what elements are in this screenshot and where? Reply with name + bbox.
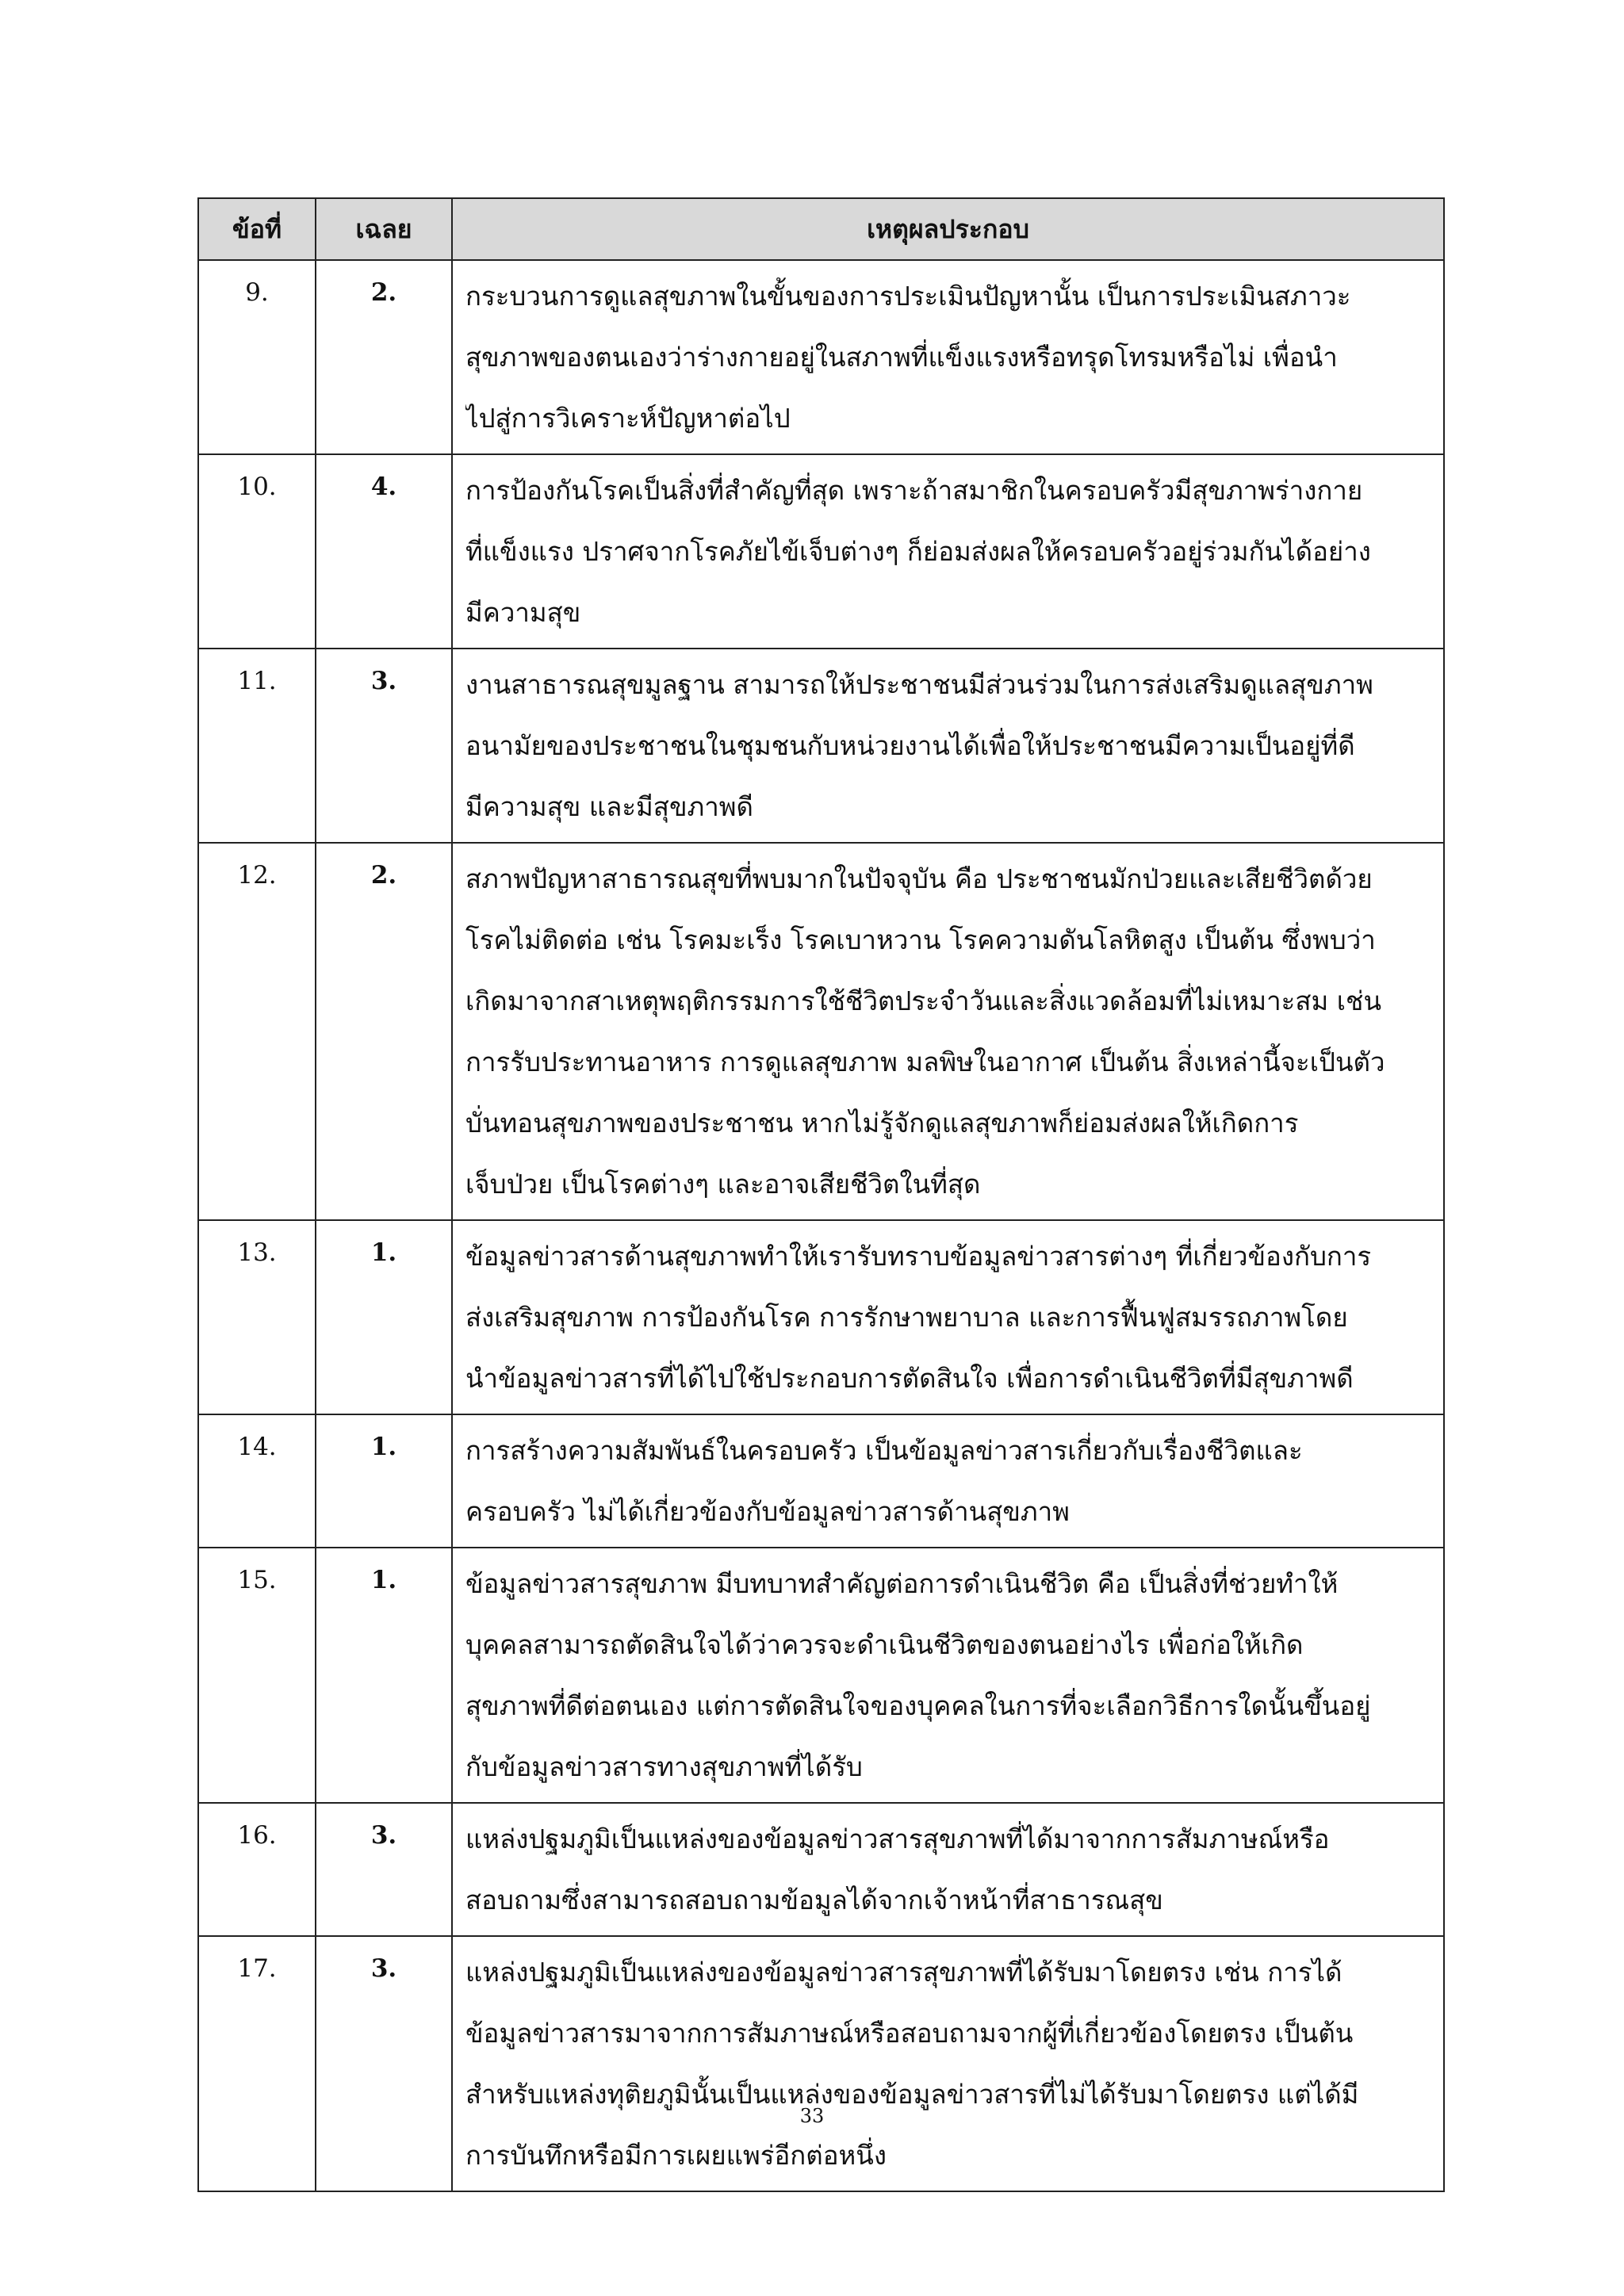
reason-line: กับข้อมูลข่าวสารทางสุขภาพที่ได้รับ	[465, 1751, 863, 1782]
question-number: 13.	[198, 1220, 316, 1414]
reason-line: เจ็บป่วย เป็นโรคต่างๆ และอาจเสียชีวิตในที่สุด	[465, 1169, 981, 1200]
table-row	[198, 1936, 1444, 2191]
answer-choice: 1.	[316, 1414, 452, 1548]
reason-line: สำหรับแหล่งทุติยภูมินั้นเป็นแหล่งของข้อมูลข่าวสารที่ไม่ได้รับมาโดยตรง แต่ได้มี	[465, 2079, 1359, 2110]
reason-line: นำข้อมูลข่าวสารที่ได้ไปใช้ประกอบการตัดสินใจ เพื่อการดำเนินชีวิตที่มีสุขภาพดี	[465, 1363, 1354, 1394]
header-reason: เหตุผลประกอบ	[452, 198, 1444, 260]
reason-line: สภาพปัญหาสาธารณสุขที่พบมากในปัจจุบัน คือ ประชาชนมักป่วยและเสียชีวิตด้วย	[465, 863, 1373, 894]
page-number: 33	[799, 2105, 825, 2127]
reason-cell	[452, 1548, 1444, 1803]
answer-choice: 2.	[316, 843, 452, 1220]
reason-line: ข้อมูลข่าวสารมาจากการสัมภาษณ์หรือสอบถามจากผู้ที่เกี่ยวข้องโดยตรง เป็นต้น	[465, 2018, 1354, 2049]
reason-cell	[452, 649, 1444, 843]
answer-key-table	[197, 197, 1445, 2192]
reason-line: ที่แข็งแรง ปราศจากโรคภัยไข้เจ็บต่างๆ ก็ย่อมส่งผลให้ครอบครัวอยู่ร่วมกันได้อย่าง	[465, 536, 1371, 567]
table-row	[198, 843, 1444, 1220]
reason-line: การป้องกันโรคเป็นสิ่งที่สำคัญที่สุด เพราะถ้าสมาชิกในครอบครัวมีสุขภาพร่างกาย	[465, 475, 1363, 506]
reason-line: งานสาธารณสุขมูลฐาน สามารถให้ประชาชนมีส่วนร่วมในการส่งเสริมดูแลสุขภาพ	[465, 669, 1373, 700]
reason-line: แหล่งปฐมภูมิเป็นแหล่งของข้อมูลข่าวสารสุขภาพที่ได้มาจากการสัมภาษณ์หรือ	[465, 1823, 1330, 1854]
question-number: 10.	[198, 454, 316, 649]
answer-choice: 3.	[316, 649, 452, 843]
question-number: 11.	[198, 649, 316, 843]
question-number: 12.	[198, 843, 316, 1220]
reason-cell	[452, 454, 1444, 649]
reason-line: แหล่งปฐมภูมิเป็นแหล่งของข้อมูลข่าวสารสุขภาพที่ได้รับมาโดยตรง เช่น การได้	[465, 1957, 1342, 1988]
reason-line: มีความสุข และมีสุขภาพดี	[465, 791, 753, 822]
reason-line: อนามัยของประชาชนในชุมชนกับหน่วยงานได้เพื่อให้ประชาชนมีความเป็นอยู่ที่ดี	[465, 730, 1355, 761]
reason-line: การรับประทานอาหาร การดูแลสุขภาพ มลพิษในอากาศ เป็นต้น สิ่งเหล่านี้จะเป็นตัว	[465, 1047, 1385, 1077]
question-number: 17.	[198, 1936, 316, 2191]
reason-cell	[452, 1803, 1444, 1936]
reason-line: สุขภาพที่ดีต่อตนเอง แต่การตัดสินใจของบุคคลในการที่จะเลือกวิธีการใดนั้นขึ้นอยู่	[465, 1690, 1371, 1721]
table-row	[198, 1220, 1444, 1414]
reason-line: ข้อมูลข่าวสารด้านสุขภาพทำให้เรารับทราบข้อมูลข่าวสารต่างๆ ที่เกี่ยวข้องกับการ	[465, 1241, 1372, 1272]
reason-line: กระบวนการดูแลสุขภาพในขั้นของการประเมินปัญหานั้น เป็นการประเมินสภาวะ	[465, 281, 1351, 312]
reason-cell	[452, 1220, 1444, 1414]
answer-choice: 3.	[316, 1936, 452, 2191]
reason-line: การสร้างความสัมพันธ์ในครอบครัว เป็นข้อมูลข่าวสารเกี่ยวกับเรื่องชีวิตและ	[465, 1435, 1303, 1466]
reason-line: ส่งเสริมสุขภาพ การป้องกันโรค การรักษาพยาบาล และการฟื้นฟูสมรรถภาพโดย	[465, 1302, 1348, 1333]
reason-line: สอบถามซึ่งสามารถสอบถามข้อมูลได้จากเจ้าหน้าที่สาธารณสุข	[465, 1885, 1163, 1915]
header-answer: เฉลย	[316, 198, 452, 260]
reason-line: บั่นทอนสุขภาพของประชาชน หากไม่รู้จักดูแลสุขภาพก็ย่อมส่งผลให้เกิดการ	[465, 1108, 1299, 1138]
question-number: 9.	[198, 260, 316, 454]
reason-cell	[452, 843, 1444, 1220]
reason-cell	[452, 1936, 1444, 2191]
question-number: 16.	[198, 1803, 316, 1936]
answer-choice: 4.	[316, 454, 452, 649]
reason-line: โรคไม่ติดต่อ เช่น โรคมะเร็ง โรคเบาหวาน โรคความดันโลหิตสูง เป็นต้น ซึ่งพบว่า	[465, 924, 1376, 955]
question-number: 14.	[198, 1414, 316, 1548]
table-row	[198, 1548, 1444, 1803]
reason-line: มีความสุข	[465, 597, 581, 628]
reason-line: ข้อมูลข่าวสารสุขภาพ มีบทบาทสำคัญต่อการดำเนินชีวิต คือ เป็นสิ่งที่ช่วยทำให้	[465, 1568, 1339, 1599]
reason-line: บุคคลสามารถตัดสินใจได้ว่าควรจะดำเนินชีวิตของตนอย่างไร เพื่อก่อให้เกิด	[465, 1629, 1304, 1660]
reason-cell	[452, 1414, 1444, 1548]
table-body	[198, 260, 1444, 2191]
reason-line: เกิดมาจากสาเหตุพฤติกรรมการใช้ชีวิตประจำวันและสิ่งแวดล้อมที่ไม่เหมาะสม เช่น	[465, 985, 1382, 1016]
table-header-row	[198, 198, 1444, 260]
table-row	[198, 1414, 1444, 1548]
table-row	[198, 1803, 1444, 1936]
table-row	[198, 260, 1444, 454]
header-question-number: ข้อที่	[198, 198, 316, 260]
answer-choice: 3.	[316, 1803, 452, 1936]
answer-choice: 1.	[316, 1220, 452, 1414]
reason-line: สุขภาพของตนเองว่าร่างกายอยู่ในสภาพที่แข็งแรงหรือทรุดโทรมหรือไม่ เพื่อนำ	[465, 342, 1338, 373]
reason-line: ครอบครัว ไม่ได้เกี่ยวข้องกับข้อมูลข่าวสารด้านสุขภาพ	[465, 1496, 1070, 1527]
table-row	[198, 454, 1444, 649]
answer-choice: 1.	[316, 1548, 452, 1803]
reason-line: การบันทึกหรือมีการเผยแพร่อีกต่อหนึ่ง	[465, 2140, 887, 2171]
reason-line: ไปสู่การวิเคราะห์ปัญหาต่อไป	[465, 403, 791, 434]
question-number: 15.	[198, 1548, 316, 1803]
answer-choice: 2.	[316, 260, 452, 454]
reason-cell	[452, 260, 1444, 454]
table-row	[198, 649, 1444, 843]
